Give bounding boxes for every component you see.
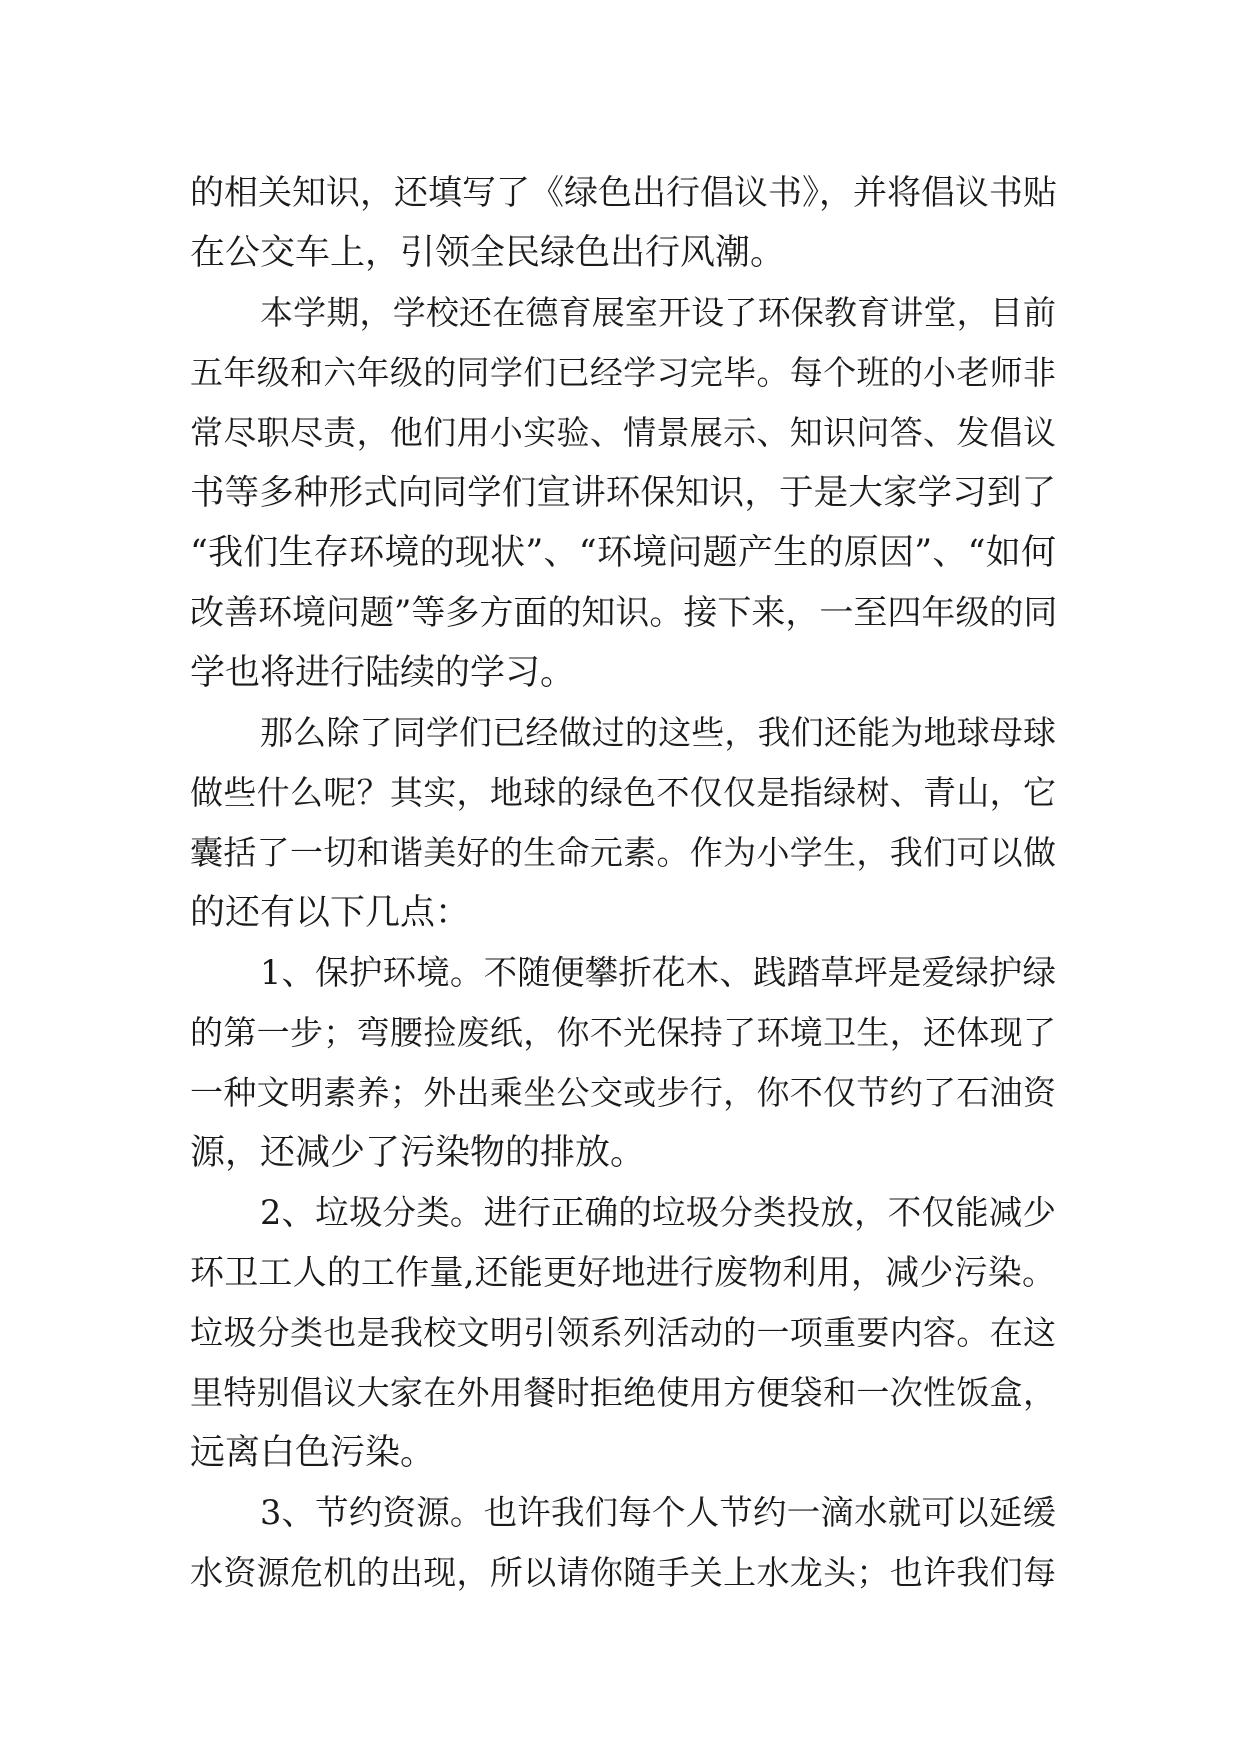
text-line: 源，还减少了污染物的排放。 bbox=[190, 1133, 646, 1173]
text-line: 环卫工人的工作量,还能更好地进行废物利用，减少污染。 bbox=[190, 1253, 1056, 1293]
text-line: 的相关知识，还填写了《绿色出行倡议书》，并将倡议书贴 bbox=[190, 173, 1057, 213]
text-line: “我们生存环境的现状”、“环境问题产生的原因”、“如何 bbox=[190, 533, 1056, 573]
paragraph-first-line: 1、保护环境。不随便攀折花木、践踏草坪是爱绿护绿 bbox=[260, 953, 1056, 992]
text-line: 囊括了一切和谐美好的生命元素。作为小学生，我们可以做 bbox=[190, 833, 1056, 872]
text-line: 水资源危机的出现，所以请你随手关上水龙头；也许我们每 bbox=[190, 1553, 1056, 1592]
text-line: 书等多种形式向同学们宣讲环保知识，于是大家学习到了 bbox=[190, 473, 1056, 513]
text-line: 学也将进行陆续的学习。 bbox=[190, 653, 576, 693]
text-line: 常尽职尽责，他们用小实验、情景展示、知识问答、发倡议 bbox=[190, 413, 1056, 452]
paragraph-first-line: 3、节约资源。也许我们每个人节约一滴水就可以延缓 bbox=[260, 1493, 1056, 1532]
text-line: 做些什么呢？其实，地球的绿色不仅仅是指绿树、青山，它 bbox=[190, 773, 1056, 812]
text-line: 里特别倡议大家在外用餐时拒绝使用方便袋和一次性饭盒， bbox=[190, 1373, 1056, 1412]
paragraph-first-line: 2、垃圾分类。进行正确的垃圾分类投放，不仅能减少 bbox=[260, 1193, 1056, 1232]
paragraph-first-line: 那么除了同学们已经做过的这些，我们还能为地球母球 bbox=[260, 713, 1056, 752]
text-line: 的第一步；弯腰捡废纸，你不光保持了环境卫生，还体现了 bbox=[190, 1013, 1056, 1052]
text-line: 改善环境问题”等多方面的知识。接下来，一至四年级的同 bbox=[190, 593, 1058, 633]
text-line: 一种文明素养；外出乘坐公交或步行，你不仅节约了石油资 bbox=[190, 1073, 1056, 1112]
text-line: 垃圾分类也是我校文明引领系列活动的一项重要内容。在这 bbox=[190, 1313, 1056, 1352]
text-line: 在公交车上，引领全民绿色出行风潮。 bbox=[190, 233, 786, 273]
text-line: 远离白色污染。 bbox=[190, 1433, 436, 1473]
paragraph-first-line: 本学期，学校还在德育展室开设了环保教育讲堂，目前 bbox=[260, 293, 1056, 332]
text-line: 五年级和六年级的同学们已经学习完毕。每个班的小老师非 bbox=[190, 353, 1056, 392]
document-body bbox=[190, 163, 1056, 1603]
text-line: 的还有以下几点： bbox=[190, 893, 471, 933]
